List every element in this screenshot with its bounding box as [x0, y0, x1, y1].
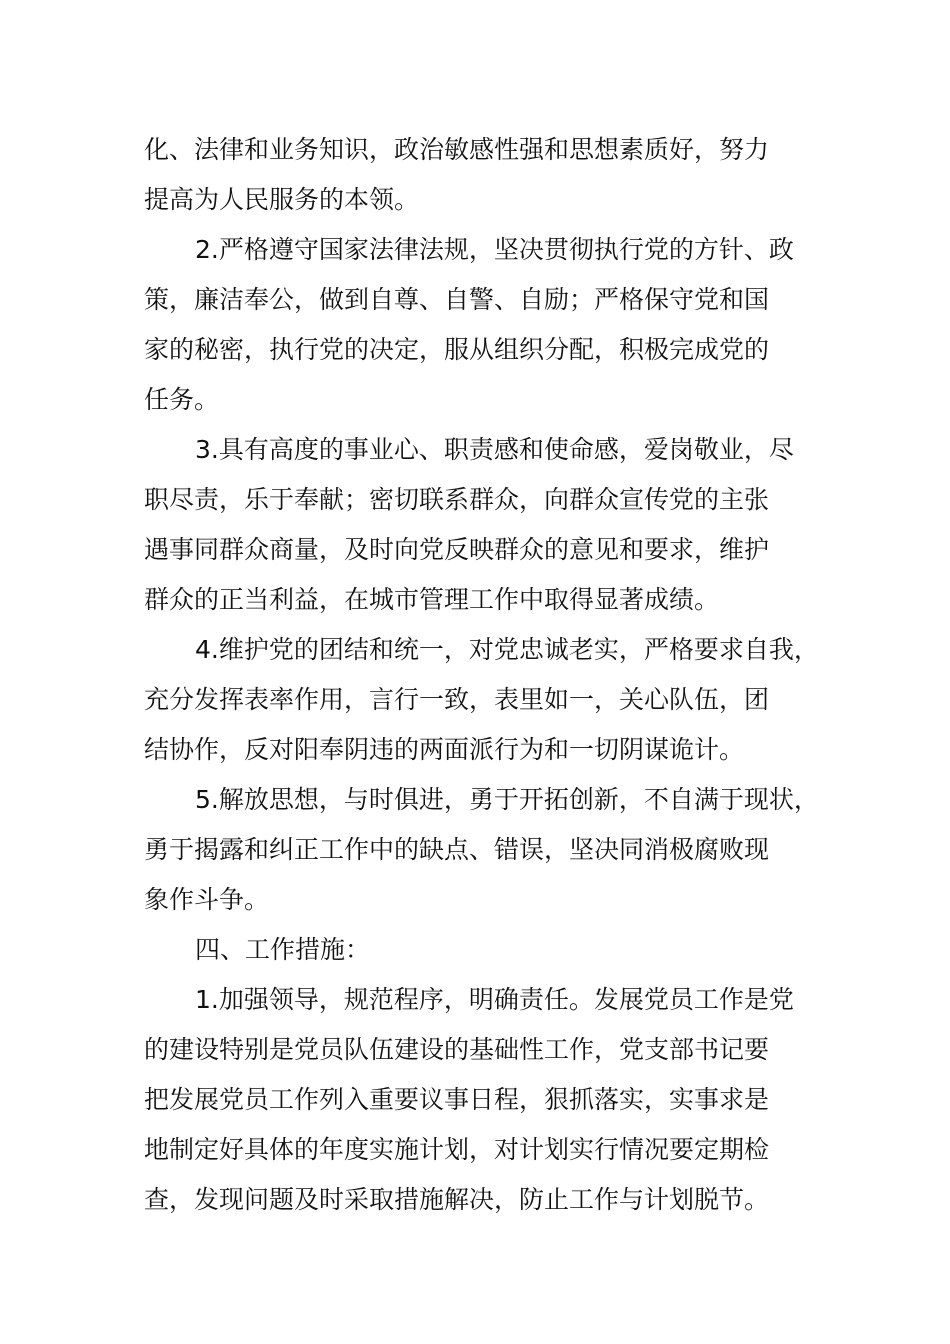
text-line: 5.解放思想，与时俱进，勇于开拓创新，不自满于现状， — [195, 785, 819, 814]
text-line: 职尽责，乐于奉献；密切联系群众，向群众宣传党的主张 — [144, 485, 770, 514]
text-line: 3.具有高度的事业心、职责感和使命感，爱岗敬业，尽 — [195, 435, 794, 464]
text-line: 结协作，反对阳奉阴违的两面派行为和一切阴谋诡计。 — [144, 735, 745, 764]
text-line: 勇于揭露和纠正工作中的缺点、错误，坚决同消极腐败现 — [144, 835, 770, 864]
text-line: 家的秘密，执行党的决定，服从组织分配，积极完成党的 — [144, 335, 770, 364]
text-line: 遇事同群众商量，及时向党反映群众的意见和要求，维护 — [144, 535, 770, 564]
text-line: 象作斗争。 — [144, 885, 270, 914]
text-line: 地制定好具体的年度实施计划，对计划实行情况要定期检 — [144, 1135, 770, 1164]
text-line: 提高为人民服务的本领。 — [144, 185, 420, 214]
section-heading: 四、工作措施： — [195, 935, 371, 964]
text-line: 的建设特别是党员队伍建设的基础性工作，党支部书记要 — [144, 1035, 770, 1064]
text-line: 化、法律和业务知识，政治敏感性强和思想素质好，努力 — [144, 135, 770, 164]
text-line: 充分发挥表率作用，言行一致，表里如一，关心队伍，团 — [144, 685, 770, 714]
text-line: 策，廉洁奉公，做到自尊、自警、自励；严格保守党和国 — [144, 285, 770, 314]
document-body — [144, 125, 834, 1225]
text-line: 把发展党员工作列入重要议事日程，狠抓落实，实事求是 — [144, 1085, 770, 1114]
text-line: 1.加强领导，规范程序，明确责任。发展党员工作是党 — [195, 985, 794, 1014]
text-line: 2.严格遵守国家法律法规，坚决贯彻执行党的方针、政 — [195, 235, 794, 264]
text-line: 任务。 — [144, 385, 220, 414]
text-line: 查，发现问题及时采取措施解决，防止工作与计划脱节。 — [144, 1185, 770, 1214]
text-line: 4.维护党的团结和统一，对党忠诚老实，严格要求自我， — [195, 635, 819, 664]
text-line: 群众的正当利益，在城市管理工作中取得显著成绩。 — [144, 585, 720, 614]
